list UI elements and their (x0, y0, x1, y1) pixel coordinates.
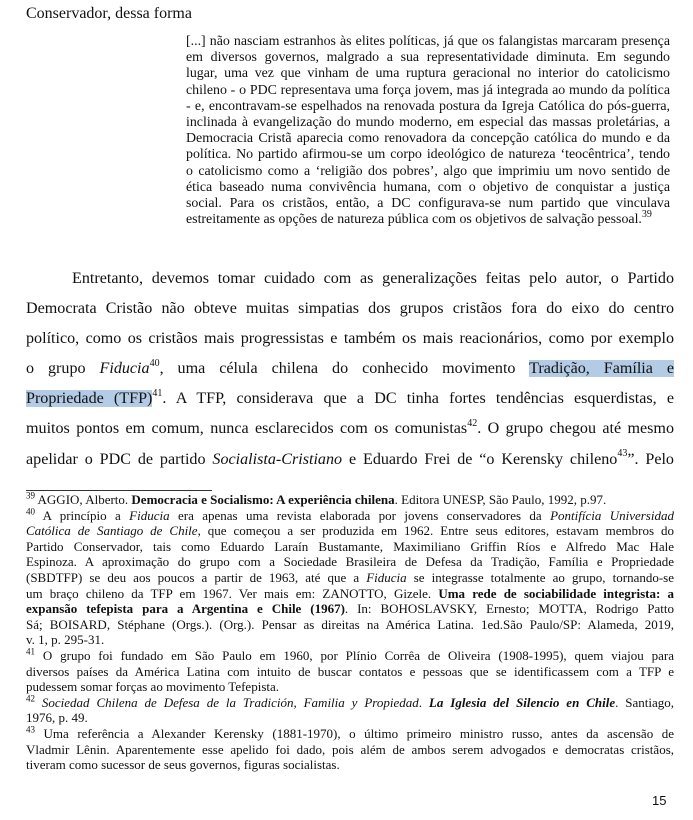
footnotes (26, 492, 674, 773)
quote-line: inclinada à evangelização do mundo moderno, em especial das massas proletárias, a (186, 115, 670, 131)
highlighted-text[interactable]: Propriedade (TFP) (26, 390, 153, 408)
text-span: (SBDTFP) se deu aos poucos a partir de 1963, até que a (26, 569, 367, 585)
paragraph-line: político, como os cristãos mais progressistas e também os mais reacionários, como por exemplo (26, 330, 674, 348)
text-span: se integrasse totalmente ao grupo, tornando-se (406, 569, 674, 585)
bold-italic-title: La Iglesia del Silencio en Chile (428, 694, 616, 710)
italic-term: Fiducia (129, 507, 170, 523)
quote-line: política. No partido afirmou-se um corpo ideológico de natureza ‘teocêntrica’, tendo (186, 147, 670, 163)
text-span: era apenas uma revista elaborada por jovens conservadores da (169, 507, 551, 523)
paragraph-continuation: Conservador, dessa forma (26, 5, 192, 22)
footnote-40-line (26, 570, 674, 586)
paragraph-line: Entretanto, devemos tomar cuidado com as generalizações feitas pelo autor, o Partido (72, 270, 674, 287)
text-span: . O grupo chegou até mesmo (477, 420, 674, 438)
text-span: , uma célula chilena do conhecido movimento (159, 360, 530, 378)
bold-title: Uma rede de sociabilidade integrista: a (438, 585, 674, 601)
text-span: A princípio a (35, 507, 130, 523)
bold-title: expansão tefepista para a Argentina e Chile (1967) (26, 601, 345, 617)
footnote-number: 39 (26, 490, 35, 501)
highlighted-text[interactable]: Tradição, Família e (529, 360, 675, 378)
text-span: um braço chileno da TFP em 1967. Ver mais em: ZANOTTO, Gizele. (26, 585, 439, 601)
footnote-ref[interactable]: 41 (152, 388, 163, 400)
quote-line: lugar, uma vez que vinham de uma ruptura geracional no interior do catolicismo (186, 66, 670, 82)
footnote-ref[interactable]: 40 (149, 357, 160, 369)
footnote-ref[interactable]: 39 (641, 208, 652, 220)
footnote-40-line (26, 508, 674, 524)
quote-line: o catolicismo como a ‘religião dos pobres’, algo que imprimiu um novo sentido de (186, 163, 670, 179)
footnote-41-line: pudessem somar forças ao movimento Tefepista. (26, 679, 280, 695)
main-paragraph (26, 264, 674, 475)
footnote-43-line: Vladmir Lênin. Aparentemente esse apelido foi dado, pois além de ambos serem advogados e democratas cristãos, (26, 741, 674, 757)
quote-line: Democracia Cristã aparecia como renovadora da concepção católica do mundo e da (186, 131, 670, 147)
italic-term: Sociedad Chilena de Defesa de la Tradición, Familia y Propiedad (35, 694, 419, 710)
text-span: ”. Pelo (627, 450, 674, 468)
footnote-number: 42 (26, 693, 35, 704)
text-span: . Editora UNESP, São Paulo, 1992, p.97. (394, 492, 607, 507)
quote-line: chileno - o PDC representava uma força jovem, mas já integrada ao mundo da política (186, 82, 670, 98)
text-span: . (418, 694, 429, 710)
footnote-40-line: Sá; BOISARD, Stéphane (Orgs.). (Org.). Pensar as direitas na América Latina. 1ed.São Paulo/SP: Alameda, 2019, (26, 616, 674, 632)
italic-term: Fiducia (366, 569, 407, 585)
paragraph-line (26, 414, 674, 444)
footnote-41-line (26, 648, 674, 664)
paragraph-line: Democrata Cristão não obteve muitas simpatias dos grupos cristãos fora do eixo do centro (26, 300, 674, 318)
paragraph-line (26, 384, 674, 414)
quote-line: ética baseado numa convivência humana, com o objetivo de conquistar a justiça (186, 179, 670, 195)
footnote-41-line: diversos países da América Latina com intuito de buscar contatos e pessoas que se identificassem com a TFP e (26, 663, 674, 679)
footnote-43-line (26, 726, 674, 742)
text-span: muitos pontos em comum, nunca esclarecidos com os comunistas (26, 420, 468, 438)
footnote-40-line: v. 1, p. 295-31. (26, 632, 105, 648)
footnote-ref[interactable]: 42 (467, 418, 478, 430)
footnote-39 (26, 492, 674, 508)
text-span: . A TFP, considerava que a DC tinha fortes tendências esquerdistas, e (162, 390, 675, 408)
paragraph-line (26, 445, 674, 475)
footnote-number: 40 (26, 506, 35, 517)
text-span: o grupo (26, 360, 100, 378)
footnote-42-line (26, 695, 674, 711)
footnote-42-line: 1976, p. 49. (26, 710, 88, 726)
italic-term: Pontifícia Universidad (550, 507, 674, 523)
quote-last-text: estreitamente as opções de natureza pública com os objetivos de salvação pessoal. (186, 212, 642, 228)
footnote-40-line: Partido Conservador, tais como Eduardo Laraín Bustamante, Maximiliano Griffin Ríos e Alfredo Mac Hale (26, 538, 674, 554)
footnote-40-line (26, 523, 674, 539)
footnote-40-line: Espinoza. A aproximação do grupo com a Sociedade Brasileira de Defesa da Tradição, Família e Propriedade (26, 554, 674, 570)
quote-line: [...] não nasciam estranhos às elites políticas, já que os falangistas marcaram presença (186, 34, 670, 49)
italic-term: Católica de Santiago de Chile (26, 523, 198, 539)
footnote-number: 43 (26, 724, 35, 735)
block-quote (186, 34, 670, 228)
text-span: AGGIO, Alberto. (35, 492, 132, 507)
footnote-separator (26, 490, 212, 491)
text-span: . In: BOHOSLAVSKY, Ernesto; MOTTA, Rodrigo Patto (344, 601, 674, 617)
paragraph-line (26, 354, 674, 384)
text-span: . Santiago, (615, 694, 675, 710)
quote-line: social. Para os cristãos, então, a DC configurava-se num partido que vinculava (186, 196, 670, 212)
bold-title: Democracia e Socialismo: A experiência chilena (131, 492, 395, 507)
quote-line: em diversos governos, malgrado a sua representatividade diminuta. Em segundo (186, 50, 670, 66)
page-number: 15 (652, 793, 667, 808)
italic-term: Fiducia (99, 360, 150, 378)
footnote-40-line (26, 586, 674, 602)
text-span: apelidar o PDC de partido (26, 450, 213, 468)
footnote-40-line (26, 601, 674, 617)
quote-line: - e, encontravam-se espelhados na renovada postura da Igreja Católica do pós-guerra, (186, 98, 670, 114)
footnote-ref[interactable]: 43 (617, 448, 628, 460)
footnote-43-line: tiveram como sucessor de seus governos, figuras socialistas. (26, 757, 340, 773)
footnote-number: 41 (26, 646, 35, 657)
text-span: e Eduardo Frei de “o Kerensky chileno (342, 450, 618, 468)
text-span: O grupo foi fundado em São Paulo em 1960, por Plínio Corrêa de Oliveira (1908-1995), quem viajou para (35, 647, 674, 663)
text-span: , que começou a ser produzida em 1962. Entre seus editores, estavam membros do (197, 523, 674, 539)
quote-line (186, 208, 670, 228)
italic-term: Socialista-Cristiano (212, 450, 343, 468)
text-span: Uma referência a Alexander Kerensky (1881-1970), o último primeiro ministro russo, antes da ascensão de (35, 725, 674, 741)
